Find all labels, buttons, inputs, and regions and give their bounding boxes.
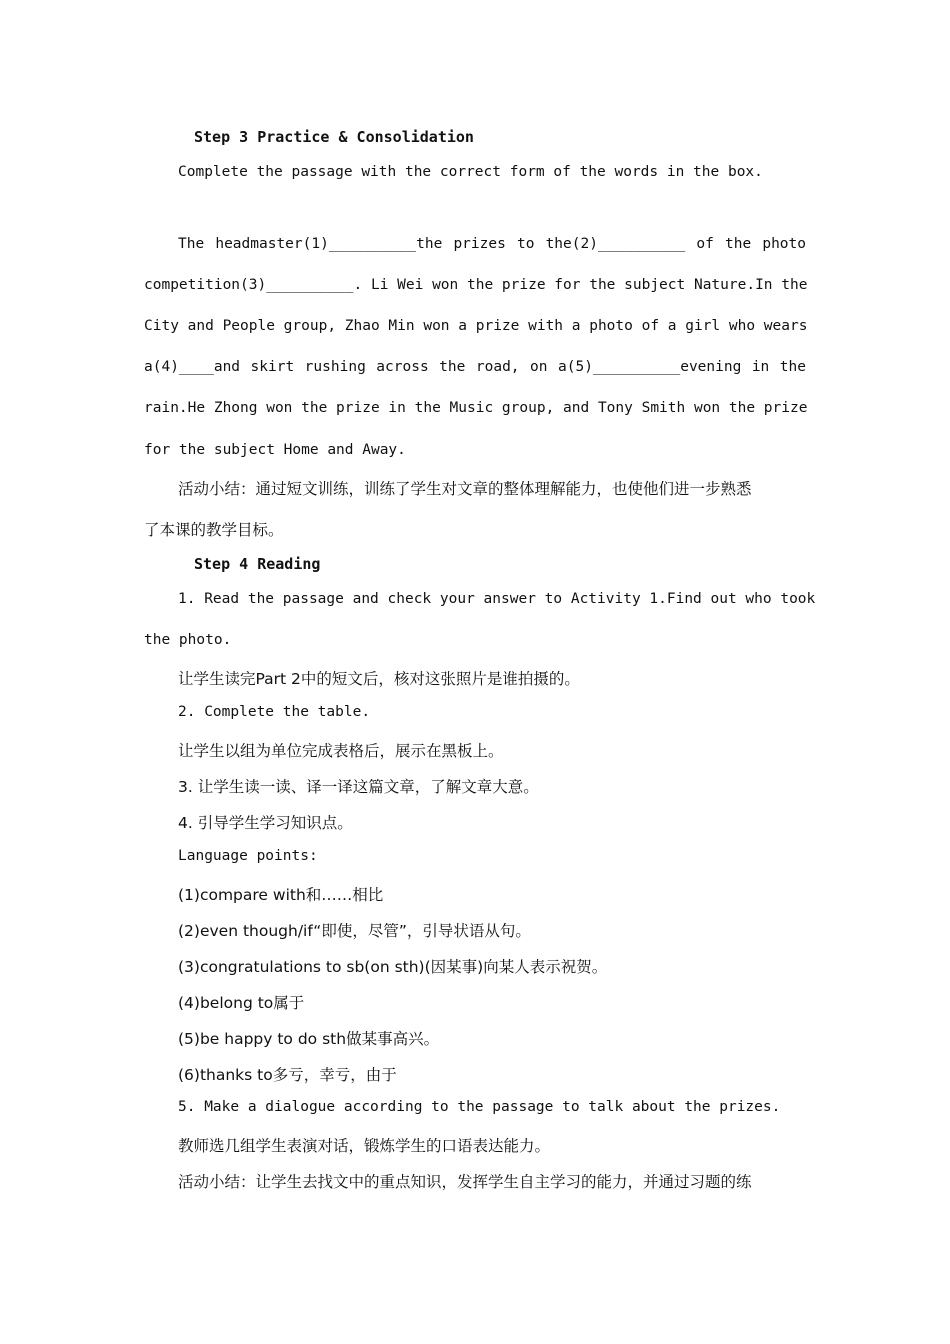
step4-item-4: 4. 引导学生学习知识点。 [178, 814, 353, 832]
step4-item-2-note: 让学生以组为单位完成表格后，展示在黑板上。 [178, 742, 504, 760]
language-point-2: (2)even though/if“即使，尽管”，引导状语从句。 [178, 922, 531, 940]
step4-item-2: 2. Complete the table. [178, 704, 371, 720]
language-point-1: (1)compare with和……相比 [178, 886, 384, 904]
step3-heading: Step 3 Practice & Consolidation [194, 128, 474, 146]
language-point-5: (5)be happy to do sth做某事高兴。 [178, 1030, 440, 1048]
summary-1-line-2: 了本课的教学目标。 [144, 521, 284, 539]
language-point-3: (3)congratulations to sb(on sth)(因某事)向某人表示祝贺。 [178, 958, 608, 976]
step4-item-5: 5. Make a dialogue according to the passage to talk about the prizes. [178, 1099, 781, 1115]
passage-line-4: a(4)____and skirt rushing across the road, on a(5)__________evening in the [144, 359, 806, 375]
language-point-4: (4)belong to属于 [178, 994, 305, 1012]
step4-item-1-note: 让学生读完Part 2中的短文后，核对这张照片是谁拍摄的。 [178, 670, 580, 688]
step3-instruction: Complete the passage with the correct form of the words in the box. [178, 164, 763, 180]
language-point-6: (6)thanks to多亏，幸亏，由于 [178, 1066, 397, 1084]
summary-2-line-1: 活动小结：让学生去找文中的重点知识，发挥学生自主学习的能力，并通过习题的练 [178, 1173, 752, 1191]
step4-item-1-line-1: 1. Read the passage and check your answer to Activity 1.Find out who took [178, 591, 816, 607]
passage-line-2: competition(3)__________. Li Wei won the prize for the subject Nature.In the [144, 277, 808, 293]
summary-1-line-1: 活动小结：通过短文训练，训练了学生对文章的整体理解能力，也使他们进一步熟悉 [178, 480, 752, 498]
step4-item-5-note: 教师选几组学生表演对话，锻炼学生的口语表达能力。 [178, 1137, 551, 1155]
passage-line-1: The headmaster(1)__________the prizes to the(2)__________ of the photo [178, 236, 806, 252]
passage-line-6: for the subject Home and Away. [144, 442, 406, 458]
language-points-title: Language points: [178, 848, 318, 864]
step4-heading: Step 4 Reading [194, 555, 321, 573]
passage-line-5: rain.He Zhong won the prize in the Music group, and Tony Smith won the prize [144, 400, 808, 416]
step4-item-1-line-2: the photo. [144, 632, 232, 648]
step4-item-3: 3. 让学生读一读、译一译这篇文章，了解文章大意。 [178, 778, 539, 796]
passage-line-3: City and People group, Zhao Min won a prize with a photo of a girl who wears [144, 318, 808, 334]
